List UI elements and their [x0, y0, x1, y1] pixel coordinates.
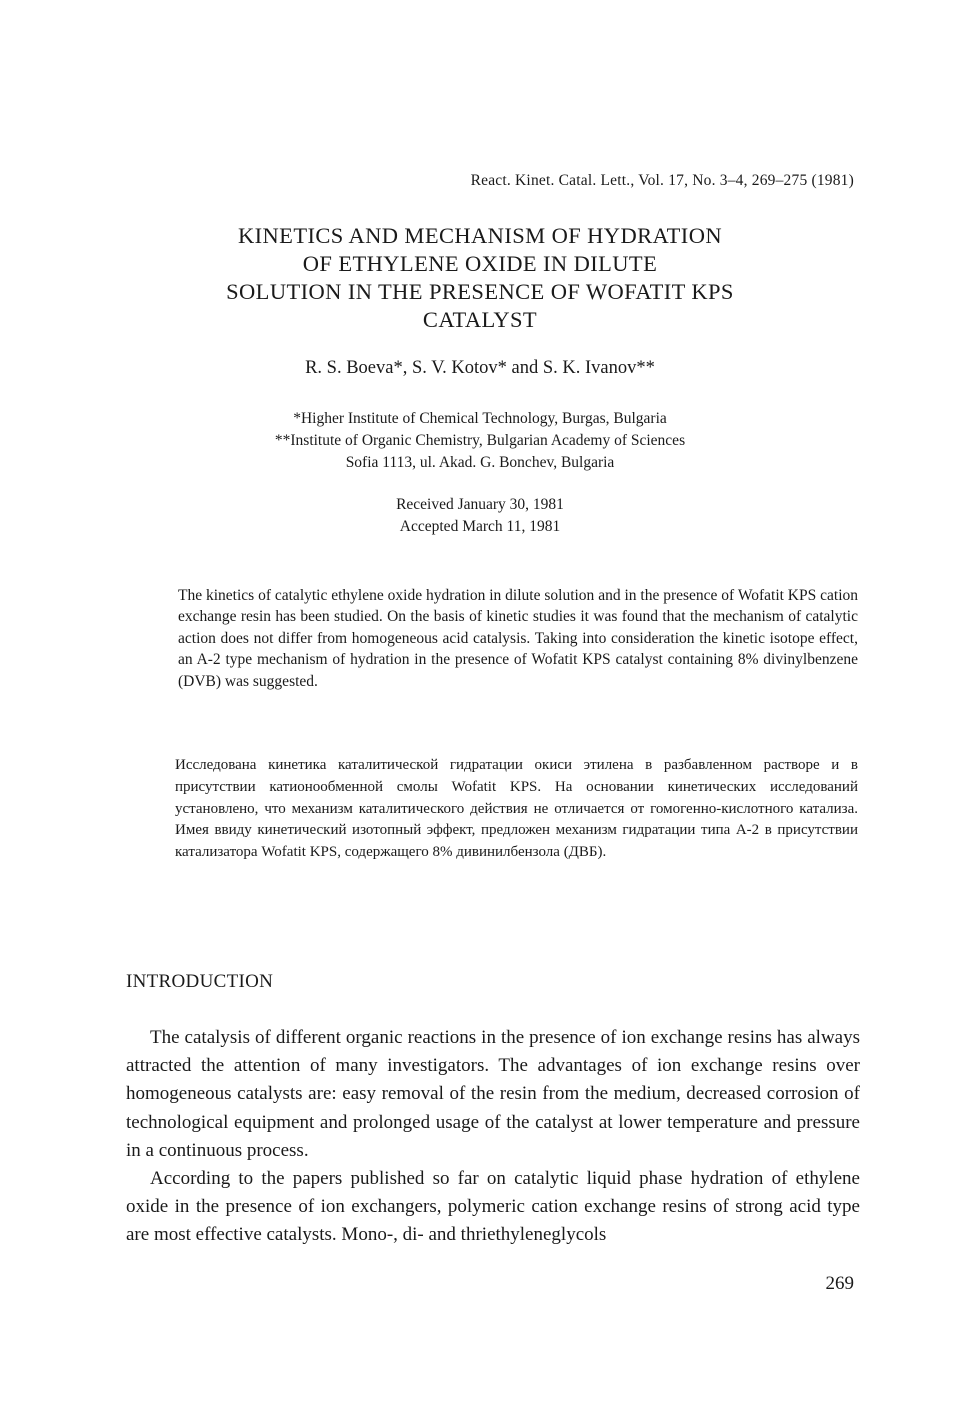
- authors: R. S. Boeva*, S. V. Kotov* and S. K. Ivanov**: [305, 358, 655, 378]
- title-line: SOLUTION IN THE PRESENCE OF WOFATIT KPS: [226, 279, 734, 304]
- journal-citation: React. Kinet. Catal. Lett., Vol. 17, No. 3–4, 269–275 (1981): [470, 172, 854, 189]
- article-title: [150, 222, 810, 334]
- received-date: Received January 30, 1981: [396, 496, 564, 513]
- title-line: CATALYST: [422, 307, 538, 332]
- section-heading: INTRODUCTION: [126, 971, 274, 992]
- body-paragraph: According to the papers published so far on catalytic liquid phase hydration of ethylene oxide in the presence of ion exchangers, polymeric cation exchange resins of strong acid type are most effective catalysts. Mono-, di- and thriethyleneglycols: [126, 1168, 860, 1246]
- abstract-russian: Исследована кинетика каталитической гидратации окиси этилена в разбавленном растворе и в присутствии катионообменной смолы Wofatit KPS. На основании кинетических исследований установлено, что механизм каталитического действия не отличается от гомогенно-кислотного катализа. Имея ввиду кинетический изотопный эффект, предложен механизм гидратации типа А-2 в присутствии катализатора Wofatit KPS, содержащего 8% дивинилбензола (ДВБ).: [175, 757, 858, 861]
- abstract-english: The kinetics of catalytic ethylene oxide hydration in dilute solution and in the presence of Wofatit KPS cation exchange resin has been studied. On the basis of kinetic studies it was found that the mechanism of catalytic action does not differ from homogeneous acid catalysis. Taking into consideration the kinetic isotope effect, an A-2 type mechanism of hydration in the presence of Wofatit KPS catalyst containing 8% divinylbenzene (DVB) was suggested.: [178, 587, 858, 690]
- body-paragraph: The catalysis of different organic reactions in the presence of ion exchange resins has always attracted the attention of many investigators. The advantages of ion exchange resins over homogeneous catalysts are: easy removal of the resin from the medium, decreased corrosion of technological equipment and prolonged usage of the catalyst at lower temperature and pressure in a continuous process.: [126, 1027, 860, 1161]
- article-dates: [150, 494, 810, 538]
- affiliation-line: **Institute of Organic Chemistry, Bulgarian Academy of Sciences: [274, 432, 686, 449]
- title-line: OF ETHYLENE OXIDE IN DILUTE: [302, 251, 658, 276]
- body-text: [126, 1024, 860, 1250]
- affiliation-line: Sofia 1113, ul. Akad. G. Bonchev, Bulgaria: [345, 454, 615, 471]
- title-line: KINETICS AND MECHANISM OF HYDRATION: [237, 223, 723, 248]
- page-number: 269: [825, 1273, 854, 1294]
- affiliations: [150, 408, 810, 474]
- accepted-date: Accepted March 11, 1981: [399, 518, 561, 535]
- affiliation-line: *Higher Institute of Chemical Technology, Burgas, Bulgaria: [293, 410, 667, 427]
